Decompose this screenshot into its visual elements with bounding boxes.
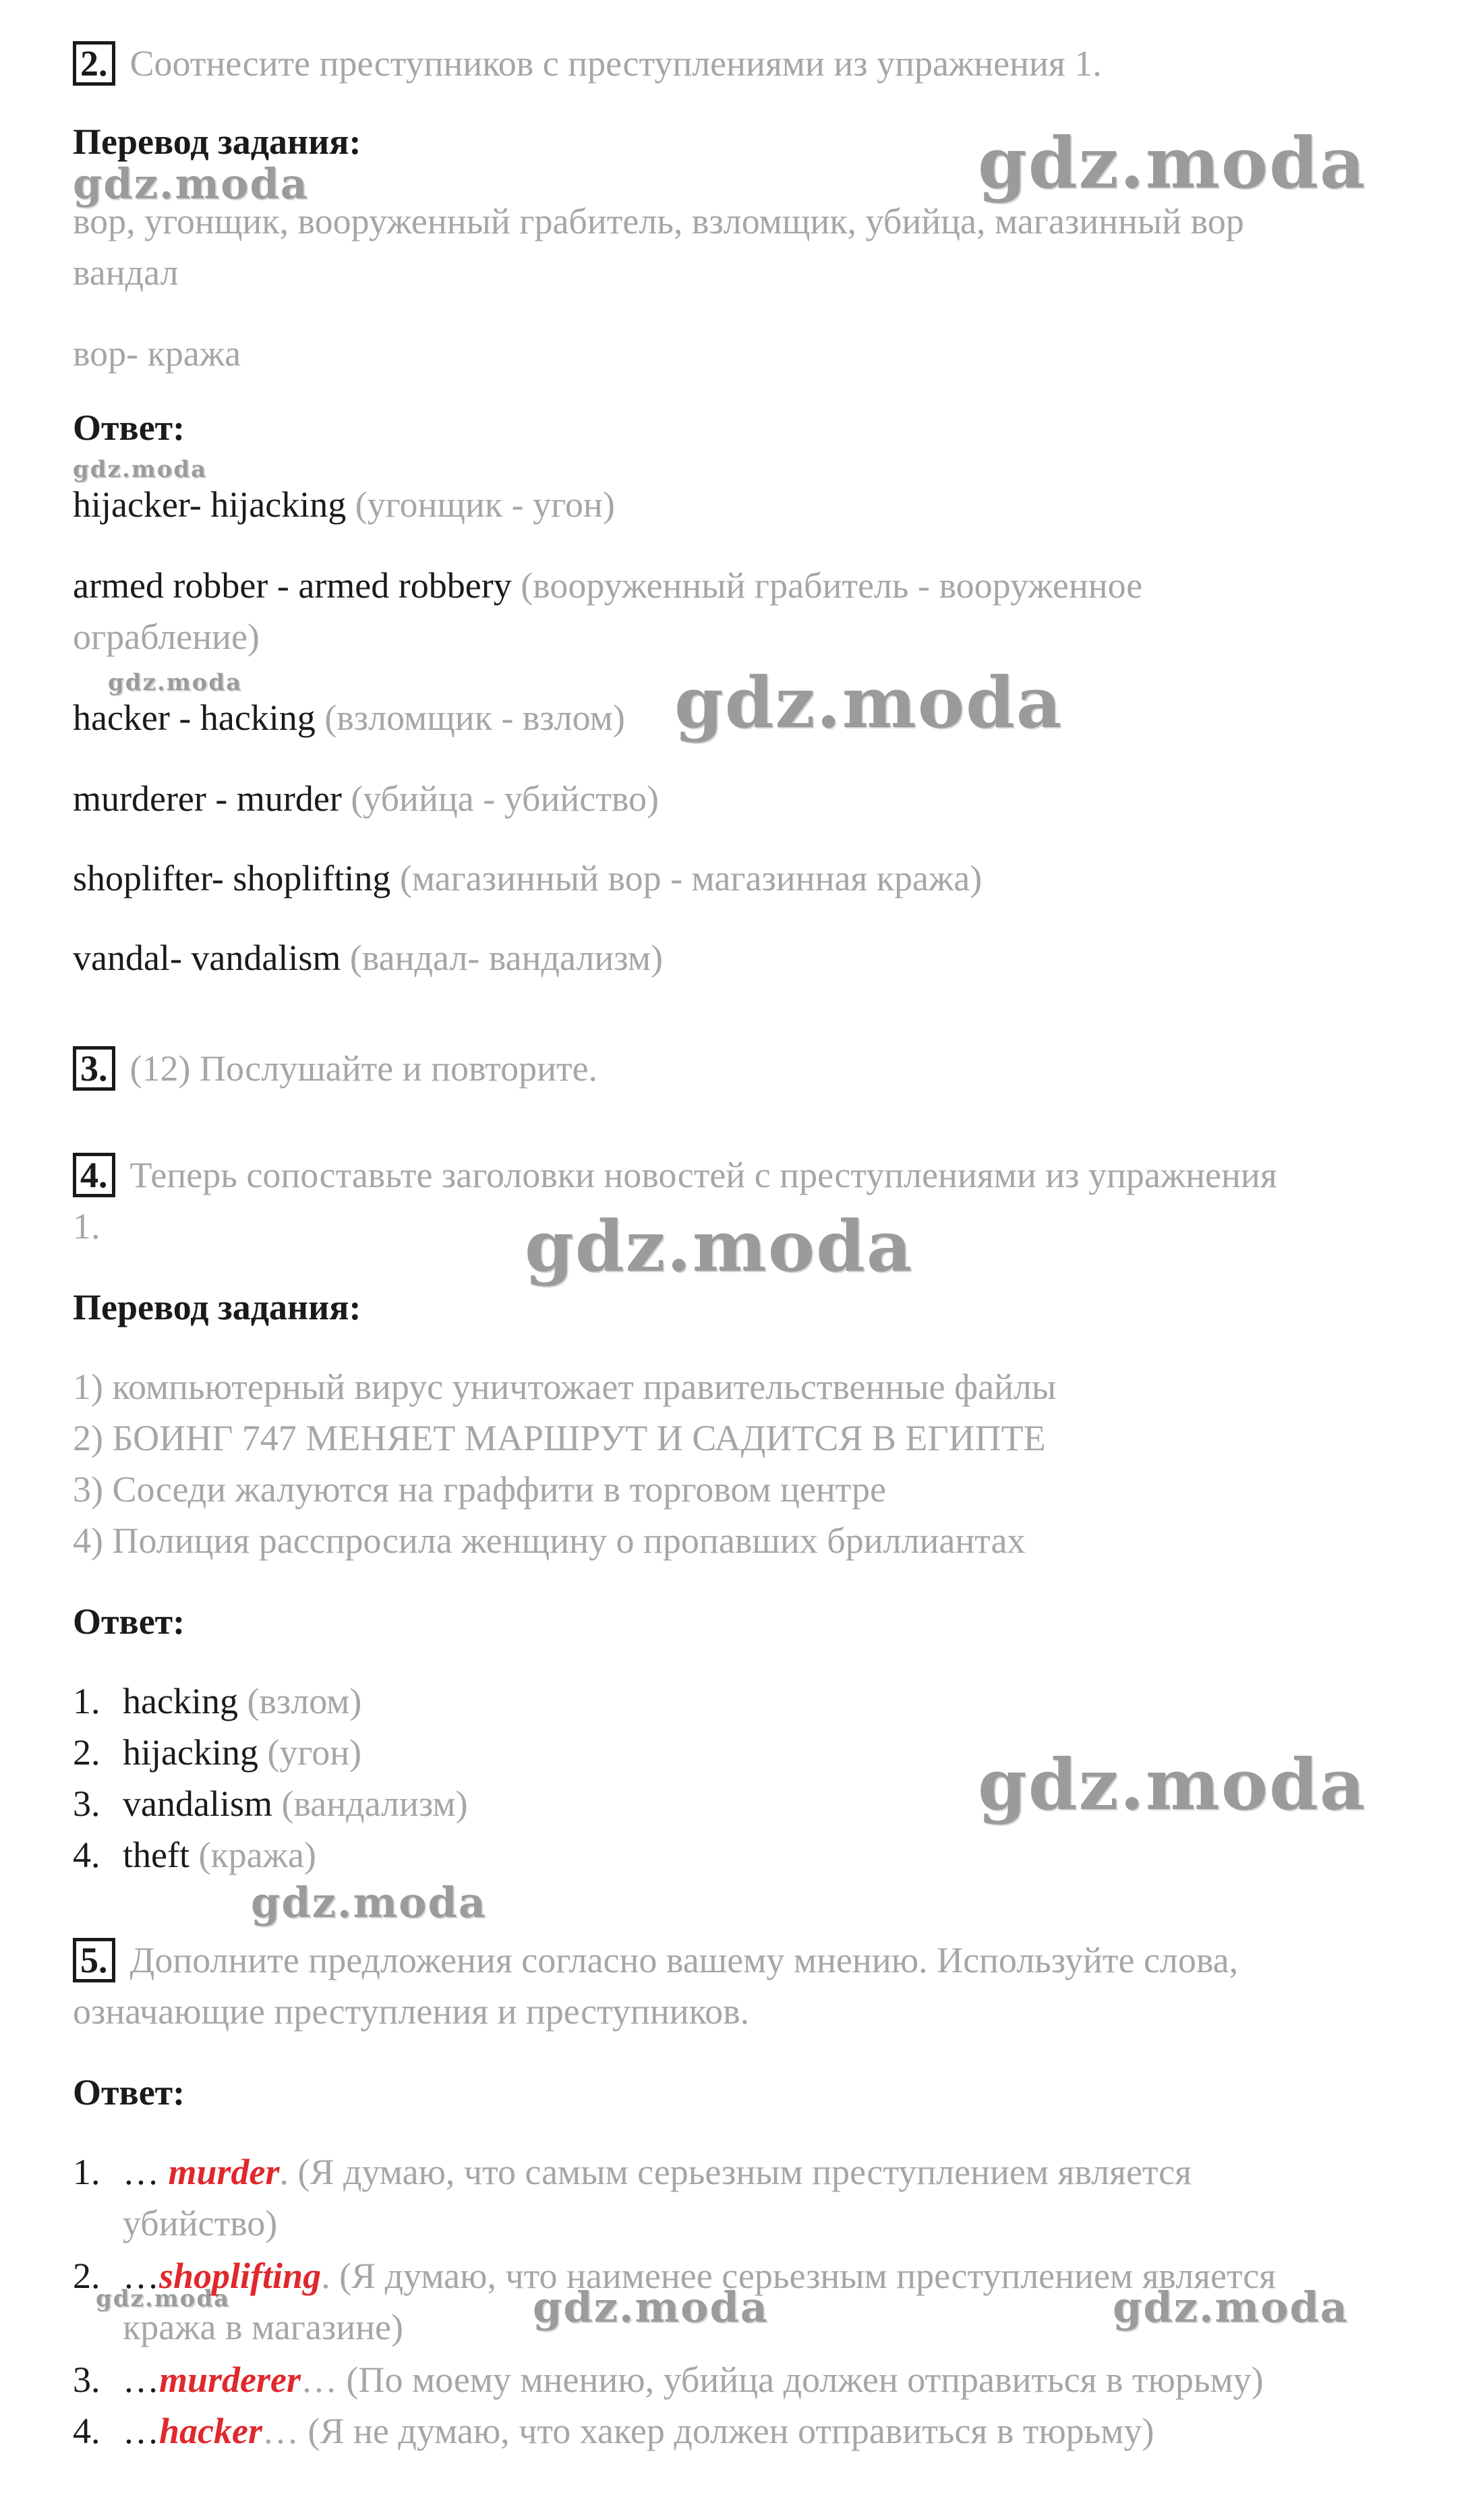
ex5-answer-4-word: hacker [159, 2411, 262, 2451]
ex4-answer-3-en: vandalism [123, 1783, 272, 1824]
ex5-answer-1-num: 1. [73, 2152, 100, 2192]
ex5-task [73, 1935, 1238, 1986]
ex5-answer-1-word: murder [168, 2152, 280, 2192]
ex4-answer-4 [73, 1829, 316, 1881]
ex4-answer-2-ru: (угон) [267, 1732, 362, 1773]
ex5-answer-2-cont: кража в магазине) [123, 2307, 403, 2347]
ex2-answer-4-ru: (убийца - убийство) [351, 778, 659, 819]
ex4-answer-4-en: theft [123, 1835, 189, 1875]
ex4-headline-1: 1) компьютерный вирус уничтожает правительственные файлы [73, 1367, 1057, 1407]
ex2-task [73, 38, 1102, 89]
ex5-answer-1 [73, 2146, 1192, 2198]
ex2-answer-1-ru: (угонщик - угон) [355, 484, 615, 525]
watermark: gdz.moda [978, 121, 1367, 204]
ex5-answer-3-post: … (По моему мнению, убийца должен отправиться в тюрьму) [301, 2359, 1264, 2400]
ex2-translation-line-1: вор, угонщик, вооруженный грабитель, взломщик, убийца, магазинный вор [73, 201, 1244, 241]
ex2-translation-line-2: вандал [73, 252, 179, 293]
ex4-headline-3: 3) Соседи жалуются на граффити в торговом центре [73, 1469, 886, 1510]
ex3-task-text: (12) Послушайте и повторите. [129, 1048, 598, 1089]
ex5-answer-3-word: murderer [159, 2359, 301, 2400]
ex2-answer-6 [73, 932, 663, 983]
ex2-answer-1-en: hijacker- hijacking [73, 484, 347, 525]
ex2-translation-heading: Перевод задания: [73, 121, 361, 162]
ex2-answer-2 [73, 560, 1142, 611]
ex5-answer-1-post: . (Я думаю, что самым серьезным преступлением является [279, 2152, 1192, 2192]
ex5-number-box: 5. [73, 1938, 115, 1982]
ex2-answer-5 [73, 853, 982, 904]
ex5-task-text: Дополните предложения согласно вашему мнению. Используйте слова, [129, 1940, 1239, 1980]
watermark: gdz.moda [108, 669, 243, 696]
ex2-answer-2-cont: ограбление) [73, 617, 260, 657]
ex5-answer-3 [73, 2354, 1264, 2405]
ex5-answer-4-num: 4. [73, 2411, 100, 2451]
ex3-task [73, 1043, 597, 1094]
ex4-task-line-2: 1. [73, 1206, 100, 1247]
ex3-number-box: 3. [73, 1046, 115, 1091]
ex4-answer-heading: Ответ: [73, 1601, 185, 1642]
ex2-answer-6-en: vandal- vandalism [73, 938, 341, 978]
ex5-answer-4 [73, 2405, 1154, 2457]
ex4-answer-1 [73, 1676, 361, 1727]
ex4-headline-4: 4) Полиция расспросила женщину о пропавших бриллиантах [73, 1520, 1026, 1561]
watermark: gdz.moda [73, 456, 208, 483]
ex4-task [73, 1149, 1277, 1201]
ex4-answer-3 [73, 1778, 468, 1829]
ex5-answer-1-pre: … [123, 2152, 169, 2192]
ex2-answer-5-en: shoplifter- shoplifting [73, 858, 391, 898]
ex2-answer-1 [73, 479, 615, 530]
ex5-answer-4-pre: … [123, 2411, 159, 2451]
ex2-task-text: Соотнесите преступников с преступлениями из упражнения 1. [129, 43, 1102, 84]
ex2-answer-3 [73, 692, 625, 743]
ex4-answer-4-num: 4. [73, 1835, 100, 1875]
ex2-example: вор- кража [73, 333, 241, 374]
ex5-answer-3-pre: … [123, 2359, 159, 2400]
ex4-answer-1-ru: (взлом) [247, 1681, 362, 1721]
ex4-answer-2 [73, 1727, 361, 1778]
watermark: gdz.moda [525, 1205, 914, 1288]
ex4-answer-2-en: hijacking [123, 1732, 258, 1773]
ex4-answer-4-ru: (кража) [198, 1835, 316, 1875]
ex2-answer-4 [73, 773, 659, 824]
ex2-answer-4-en: murderer - murder [73, 778, 342, 819]
watermark: gdz.moda [251, 1878, 487, 1927]
ex5-answer-4-post: … (Я не думаю, что хакер должен отправиться в тюрьму) [262, 2411, 1154, 2451]
ex2-answer-heading: Ответ: [73, 407, 185, 448]
ex4-answer-3-num: 3. [73, 1783, 100, 1824]
ex4-headline-2: 2) БОИНГ 747 МЕНЯЕТ МАРШРУТ И САДИТСЯ В ЕГИПТЕ [73, 1418, 1046, 1458]
ex2-answer-5-ru: (магазинный вор - магазинная кража) [399, 858, 983, 898]
watermark: gdz.moda [674, 661, 1063, 744]
ex4-translation-heading: Перевод задания: [73, 1287, 361, 1327]
watermark: gdz.moda [73, 159, 309, 208]
ex2-answer-3-ru: (взломщик - взлом) [324, 697, 625, 738]
ex4-answer-1-en: hacking [123, 1681, 238, 1721]
ex2-number-box: 2. [73, 41, 115, 86]
ex2-answer-3-en: hacker - hacking [73, 697, 316, 738]
ex2-answer-2-en: armed robber - armed robbery [73, 565, 512, 606]
ex4-answer-3-ru: (вандализм) [281, 1783, 468, 1824]
ex2-answer-2-ru: (вооруженный грабитель - вооруженное [521, 565, 1143, 606]
watermark: gdz.moda [96, 2285, 231, 2312]
ex2-answer-6-ru: (вандал- вандализм) [349, 938, 664, 978]
ex5-answer-3-num: 3. [73, 2359, 100, 2400]
ex5-answer-1-cont: убийство) [123, 2203, 278, 2243]
ex4-task-text: Теперь сопоставьте заголовки новостей с преступлениями из упражнения [129, 1155, 1277, 1195]
ex4-answer-1-num: 1. [73, 1681, 100, 1721]
ex4-answer-2-num: 2. [73, 1732, 100, 1773]
ex4-number-box: 4. [73, 1153, 115, 1197]
watermark: gdz.moda [978, 1743, 1367, 1826]
ex5-answer-heading: Ответ: [73, 2072, 185, 2113]
ex5-answer-2-num: 2. [73, 2256, 100, 2296]
ex5-answer-2-post: . (Я думаю, что наименее серьезным преступлением является [321, 2256, 1277, 2296]
ex5-answer-2-pre: … [123, 2256, 159, 2296]
ex5-task-line-2: означающие преступления и преступников. [73, 1991, 750, 2032]
watermark: gdz.moda [533, 2283, 769, 2332]
ex5-answer-2-word: shoplifting [159, 2256, 322, 2296]
watermark: gdz.moda [1113, 2283, 1349, 2332]
